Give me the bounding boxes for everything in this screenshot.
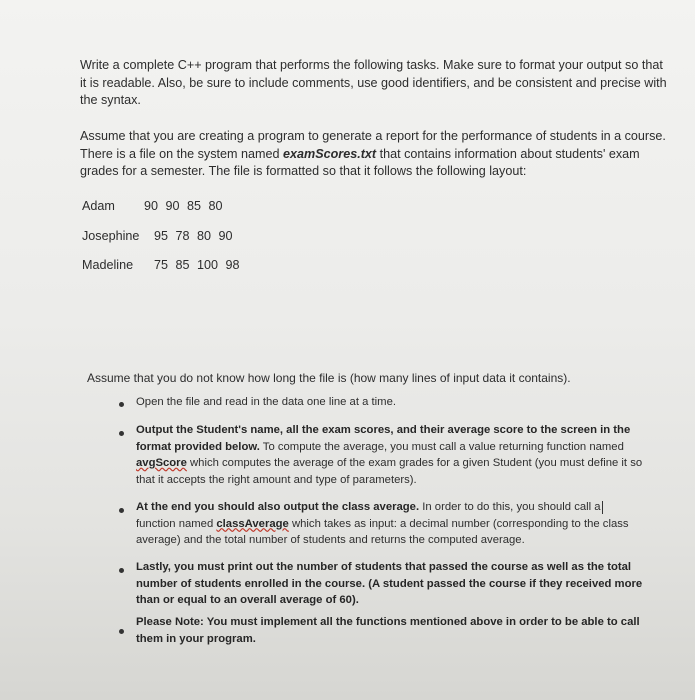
assume-text-after: that contains information about students' exam grades for a semester. The file is formatted so that it follows the following layout:: [80, 146, 640, 178]
task-bold: Please Note: You must implement all the functions mentioned above in order to be able to call them in your program.: [136, 616, 640, 645]
student-grades: 75 85 100 98: [154, 258, 240, 272]
task-bold: Lastly, you must print out the number of students that passed the course as well as the total number of students enrolled in the course. (A student passed the course if they received more than or equal to an overall average of 60).: [136, 561, 643, 606]
assume-paragraph: [80, 128, 670, 181]
student-name: Adam: [82, 199, 115, 213]
task-text: In order to do this, you should call a: [419, 501, 601, 513]
task-item-open-file: Open the file and read in the data one line at a time.: [136, 396, 397, 408]
task-item-note: [136, 614, 656, 647]
task-text: function named: [136, 517, 217, 530]
task-bold: Output the Student's name, all the exam scores, and their average score to the screen in the format provided below.: [136, 424, 631, 453]
file-length-note: Assume that you do not know how long the file is (how many lines of input data it contains).: [87, 371, 571, 385]
function-name-classaverage: classAverage: [216, 517, 289, 530]
bullet-icon: [119, 568, 124, 573]
intro-paragraph: Write a complete C++ program that performs the following tasks. Make sure to format your output so that it is readable. Also, be sure to include comments, use good identifiers, and be consistent and precise with the syntax.: [80, 58, 667, 107]
data-row: [82, 258, 240, 272]
bullet-icon: [119, 431, 124, 436]
bullet-icon: [119, 629, 124, 634]
data-row: [82, 199, 223, 213]
filename: examScores.txt: [283, 146, 377, 161]
student-name: Madeline: [82, 258, 134, 272]
task-item-output-student: [136, 422, 656, 488]
task-bold: At the end you should also output the class average.: [136, 501, 420, 513]
assume-text-before: Assume that you are creating a program to generate a report for the performance of students in a course. There is a file on the system named: [80, 129, 666, 161]
task-item-pass-count: [136, 559, 656, 609]
student-grades: 90 90 85 80: [144, 199, 223, 213]
bullet-icon: [119, 402, 124, 407]
task-text: which computes the average of the exam grades for a given Student (you must define it so that it accepts the right amount and type of parameters).: [136, 457, 643, 486]
task-item-class-average: [136, 499, 656, 549]
bullet-icon: [119, 508, 124, 513]
student-name: Josephine: [82, 229, 140, 243]
student-grades: 95 78 80 90: [154, 229, 233, 243]
text-cursor: [602, 501, 603, 514]
task-text: which takes as input: a decimal number (corresponding to the class average) and the total number of students and returns the computed average.: [136, 517, 629, 546]
data-row: [82, 229, 233, 243]
task-text: To compute the average, you must call a value returning function named: [259, 440, 624, 453]
function-name-avgscore: avgScore: [136, 457, 187, 469]
